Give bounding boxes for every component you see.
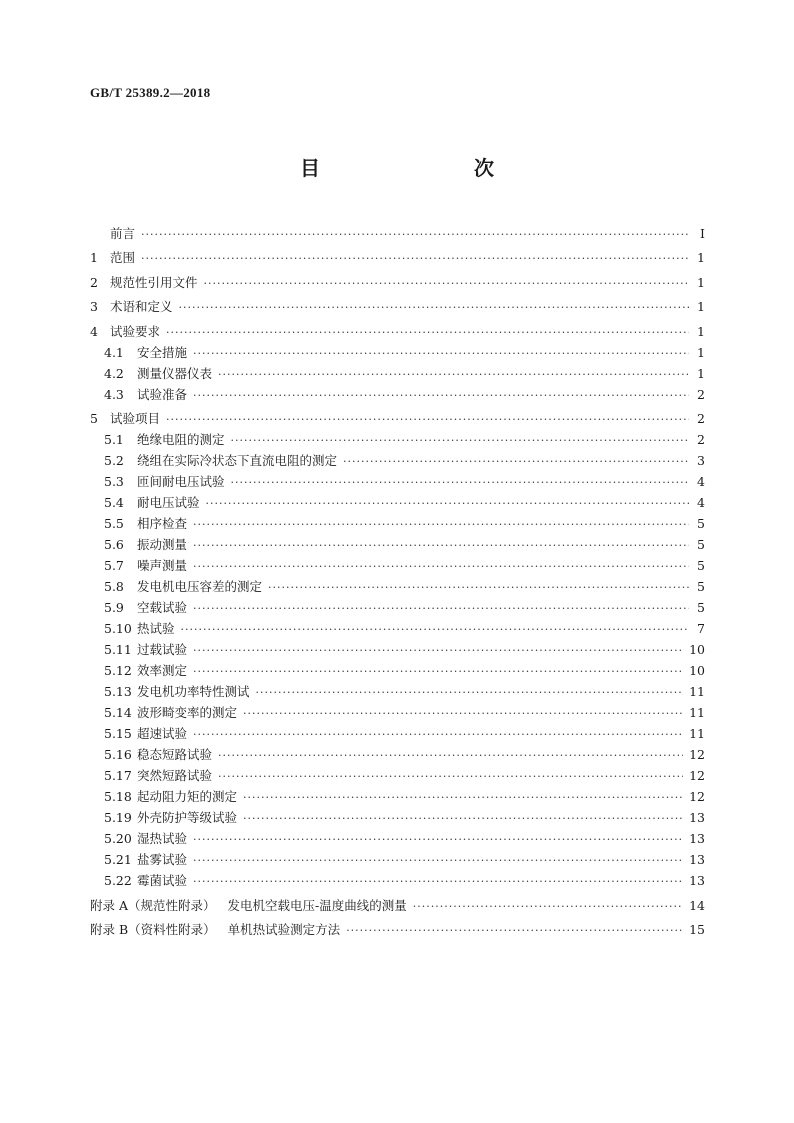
toc-leader-dots xyxy=(193,854,683,868)
toc-leader-dots xyxy=(193,665,683,679)
toc-entry-label: 霉菌试验 xyxy=(137,873,188,888)
toc-leader-dots xyxy=(243,791,683,805)
toc-leader-dots xyxy=(206,497,689,511)
toc-entry[interactable] xyxy=(90,805,705,826)
toc-entry-label: 术语和定义 xyxy=(110,299,173,314)
toc-entry-number: 5.16 xyxy=(104,747,132,762)
toc-leader-dots xyxy=(204,277,689,291)
toc-entry-page: 11 xyxy=(689,726,705,741)
toc-entry-page: 1 xyxy=(697,250,705,265)
toc-entry-number: 1 xyxy=(90,250,98,265)
toc-entry-number: 5.8 xyxy=(104,579,124,594)
toc-entry-page: 5 xyxy=(697,600,705,615)
toc-leader-dots xyxy=(231,434,689,448)
toc-entry-page: 13 xyxy=(689,852,705,867)
toc-entry-number: 5.6 xyxy=(104,537,124,552)
toc-entry-page: 5 xyxy=(697,558,705,573)
toc-entry[interactable] xyxy=(90,469,705,490)
toc-entry[interactable] xyxy=(90,784,705,805)
toc-entry-label: 超速试验 xyxy=(137,726,188,741)
toc-entry[interactable] xyxy=(90,511,705,532)
toc-entry-page: Ⅰ xyxy=(700,225,705,241)
toc-entry[interactable] xyxy=(90,658,705,679)
toc-entry[interactable] xyxy=(90,340,705,361)
toc-entry[interactable] xyxy=(90,315,705,340)
toc-entry-page: 2 xyxy=(697,386,705,402)
toc-entry-label: 安全措施 xyxy=(137,344,188,360)
toc-entry-label: 突然短路试验 xyxy=(137,768,213,783)
toc-entry-label: 热试验 xyxy=(137,621,175,636)
toc-entry[interactable] xyxy=(90,826,705,847)
toc-entry-number: 附录 B（资料性附录） xyxy=(90,922,216,937)
toc-entry-label: 空载试验 xyxy=(137,600,188,615)
toc-entry-page: 14 xyxy=(689,897,705,913)
toc-entry[interactable] xyxy=(90,553,705,574)
toc-entry-page: 10 xyxy=(689,663,705,678)
toc-leader-dots xyxy=(231,476,689,490)
toc-leader-dots xyxy=(193,347,689,361)
toc-entry-page: 13 xyxy=(689,810,705,825)
toc-entry-page: 12 xyxy=(689,789,705,804)
toc-entry-label: 试验准备 xyxy=(137,386,188,402)
toc-entry-number: 3 xyxy=(90,299,98,314)
toc-entry[interactable] xyxy=(90,889,705,914)
toc-entry-page: 15 xyxy=(689,922,705,937)
toc-entry-number: 5.20 xyxy=(104,831,132,846)
toc-leader-dots xyxy=(193,602,689,616)
toc-entry-number: 5.1 xyxy=(104,432,124,447)
toc-entry-number: 4.2 xyxy=(104,365,124,381)
toc-entry-number: 5.7 xyxy=(104,558,124,573)
toc-entry-number: 5.19 xyxy=(104,810,132,825)
toc-entry-page: 12 xyxy=(689,747,705,762)
toc-entry-label: 相序检查 xyxy=(137,516,188,531)
toc-leader-dots xyxy=(193,518,689,532)
toc-entry-number: 5.13 xyxy=(104,684,132,699)
toc-entry-number: 4.3 xyxy=(104,386,124,402)
toc-entry-number: 5.15 xyxy=(104,726,132,741)
toc-leader-dots xyxy=(243,707,683,721)
toc-entry-page: 3 xyxy=(697,453,705,468)
toc-entry-page: 12 xyxy=(689,768,705,783)
toc-entry[interactable] xyxy=(90,847,705,868)
toc-leader-dots xyxy=(413,900,683,914)
toc-entry-label: 单机热试验测定方法 xyxy=(227,922,341,937)
toc-entry-label: 过载试验 xyxy=(137,642,188,657)
toc-leader-dots xyxy=(343,455,689,469)
document-code: GB/T 25389.2—2018 xyxy=(90,85,211,100)
toc-entry-page: 1 xyxy=(697,299,705,314)
toc-leader-dots xyxy=(218,749,683,763)
toc-entry-page: 1 xyxy=(697,344,705,360)
toc-entry-number: 4 xyxy=(90,323,98,339)
toc-leader-dots xyxy=(141,228,689,242)
toc-leader-dots xyxy=(193,644,683,658)
toc-leader-dots xyxy=(181,623,689,637)
toc-entry-label: 发电机空载电压-温度曲线的测量 xyxy=(227,897,407,913)
toc-leader-dots xyxy=(256,686,684,700)
toc-leader-dots xyxy=(141,252,689,266)
toc-entry-page: 2 xyxy=(697,411,705,426)
table-of-contents xyxy=(90,217,705,938)
toc-entry-page: 4 xyxy=(697,495,705,510)
toc-entry-label: 波形畸变率的测定 xyxy=(137,705,238,720)
toc-entry[interactable] xyxy=(90,574,705,595)
toc-entry-label: 外壳防护等级试验 xyxy=(137,810,238,825)
toc-entry[interactable] xyxy=(90,427,705,448)
toc-entry-page: 13 xyxy=(689,873,705,888)
toc-entry[interactable] xyxy=(90,361,705,382)
toc-entry-page: 2 xyxy=(697,432,705,447)
toc-entry[interactable] xyxy=(90,403,705,428)
toc-entry-number: 5.5 xyxy=(104,516,124,531)
toc-leader-dots xyxy=(193,560,689,574)
toc-leader-dots xyxy=(166,413,689,427)
toc-entry[interactable] xyxy=(90,616,705,637)
toc-entry-number: 5.18 xyxy=(104,789,132,804)
toc-entry[interactable] xyxy=(90,868,705,889)
page-title: 目 次 xyxy=(300,156,532,180)
toc-leader-dots xyxy=(218,770,683,784)
toc-entry-page: 5 xyxy=(697,537,705,552)
toc-entry-page: 7 xyxy=(697,621,705,636)
toc-entry-number: 5.17 xyxy=(104,768,132,783)
toc-entry-number: 5.14 xyxy=(104,705,132,720)
toc-entry[interactable] xyxy=(90,914,705,939)
toc-entry-page: 11 xyxy=(689,705,705,720)
toc-entry-label: 湿热试验 xyxy=(137,831,188,846)
toc-entry-label: 振动测量 xyxy=(137,537,188,552)
toc-leader-dots xyxy=(179,301,689,315)
toc-entry[interactable] xyxy=(90,532,705,553)
toc-entry[interactable] xyxy=(90,217,705,242)
toc-entry[interactable] xyxy=(90,763,705,784)
toc-entry[interactable] xyxy=(90,490,705,511)
toc-entry-number: 5.10 xyxy=(104,621,132,636)
toc-entry-label: 盐雾试验 xyxy=(137,852,188,867)
toc-entry-number: 2 xyxy=(90,274,98,290)
toc-entry-number: 5.11 xyxy=(104,642,132,657)
toc-entry-label: 耐电压试验 xyxy=(137,495,200,510)
toc-leader-dots xyxy=(166,326,689,340)
toc-entry-page: 1 xyxy=(697,365,705,381)
toc-entry[interactable] xyxy=(90,448,705,469)
toc-entry-number: 5.2 xyxy=(104,453,124,468)
toc-entry-label: 绝缘电阻的测定 xyxy=(137,432,225,447)
toc-entry-page: 5 xyxy=(697,516,705,531)
toc-entry-number: 5.22 xyxy=(104,873,132,888)
toc-entry-number: 5.4 xyxy=(104,495,124,510)
toc-entry[interactable] xyxy=(90,382,705,403)
toc-entry-page: 10 xyxy=(689,642,705,657)
toc-entry-label: 试验要求 xyxy=(110,323,161,339)
toc-entry-label: 规范性引用文件 xyxy=(110,274,198,290)
toc-entry-label: 噪声测量 xyxy=(137,558,188,573)
toc-entry-page: 5 xyxy=(697,579,705,594)
toc-entry-label: 起动阻力矩的测定 xyxy=(137,789,238,804)
toc-entry-label: 范围 xyxy=(110,250,136,265)
toc-leader-dots xyxy=(193,389,689,403)
toc-leader-dots xyxy=(243,812,683,826)
toc-entry-page: 1 xyxy=(697,274,705,290)
toc-entry-number: 5.12 xyxy=(104,663,132,678)
toc-entry[interactable] xyxy=(90,291,705,316)
toc-entry-label: 试验项目 xyxy=(110,411,161,426)
toc-entry-label: 测量仪器仪表 xyxy=(137,365,213,381)
toc-entry[interactable] xyxy=(90,742,705,763)
toc-entry-label: 匝间耐电压试验 xyxy=(137,474,225,489)
toc-entry[interactable] xyxy=(90,700,705,721)
toc-leader-dots xyxy=(346,924,683,938)
toc-entry-number: 4.1 xyxy=(104,344,124,360)
toc-leader-dots xyxy=(268,581,689,595)
toc-entry-page: 1 xyxy=(697,323,705,339)
toc-entry-label: 稳态短路试验 xyxy=(137,747,213,762)
toc-entry[interactable] xyxy=(90,266,705,291)
toc-entry-number: 5.21 xyxy=(104,852,132,867)
toc-entry[interactable] xyxy=(90,721,705,742)
toc-entry[interactable] xyxy=(90,637,705,658)
toc-entry-number: 5.9 xyxy=(104,600,124,615)
toc-entry-number: 5 xyxy=(90,411,98,426)
toc-entry-page: 13 xyxy=(689,831,705,846)
toc-entry-label: 前言 xyxy=(110,225,136,241)
toc-entry-label: 发电机功率特性测试 xyxy=(137,684,250,699)
toc-entry[interactable] xyxy=(90,595,705,616)
toc-entry[interactable] xyxy=(90,242,705,267)
toc-entry[interactable] xyxy=(90,679,705,700)
toc-entry-label: 效率测定 xyxy=(137,663,188,678)
toc-entry-number: 5.3 xyxy=(104,474,124,489)
toc-leader-dots xyxy=(193,875,683,889)
toc-entry-number: 附录 A（规范性附录） xyxy=(90,897,216,913)
toc-leader-dots xyxy=(193,833,683,847)
toc-entry-page: 11 xyxy=(689,684,705,699)
toc-leader-dots xyxy=(193,728,683,742)
toc-entry-page: 4 xyxy=(697,474,705,489)
toc-leader-dots xyxy=(218,368,689,382)
toc-entry-label: 绕组在实际冷状态下直流电阻的测定 xyxy=(137,453,338,468)
toc-leader-dots xyxy=(193,539,689,553)
toc-entry-label: 发电机电压容差的测定 xyxy=(137,579,263,594)
